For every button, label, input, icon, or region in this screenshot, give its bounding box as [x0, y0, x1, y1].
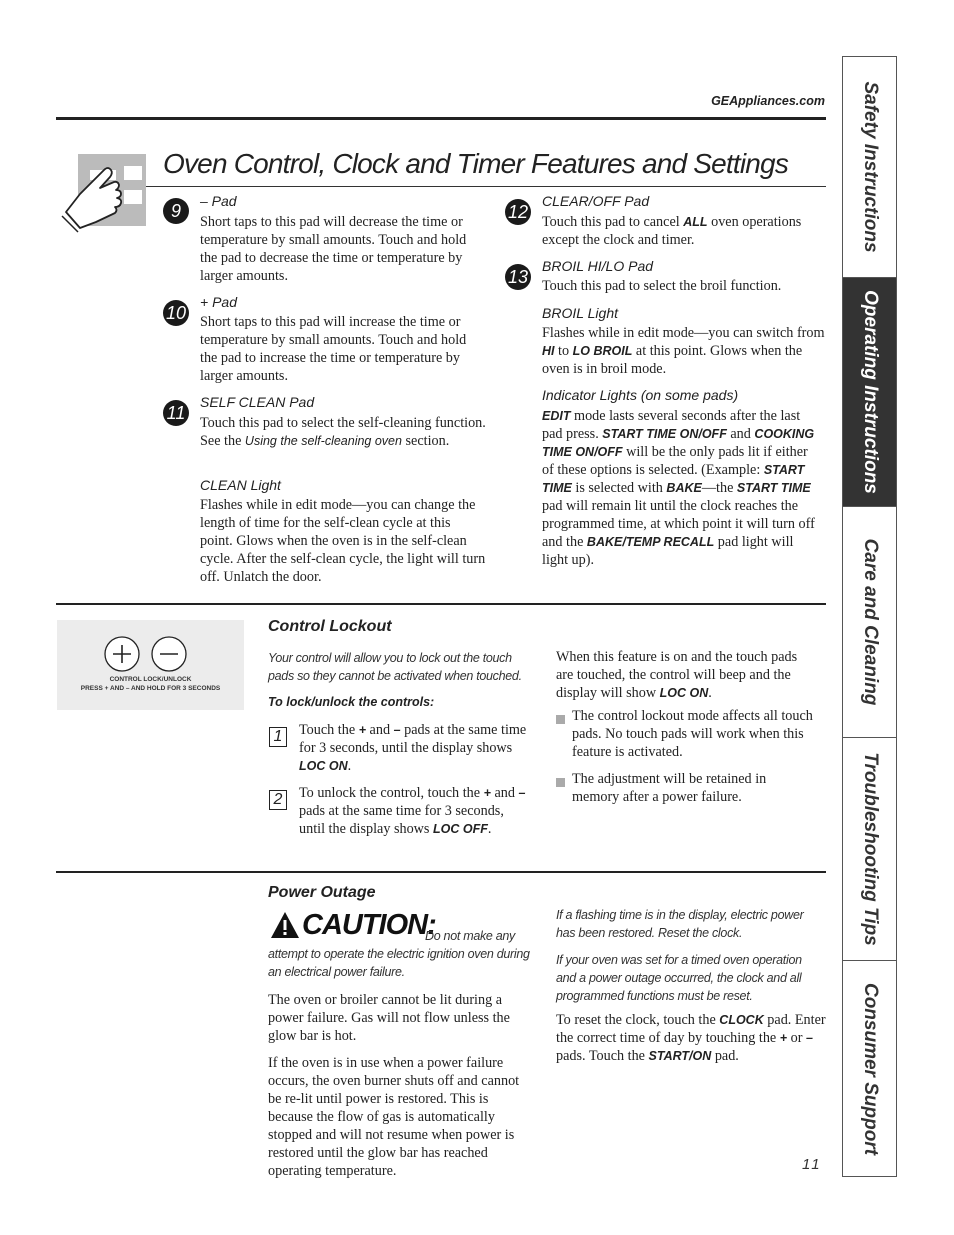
power-note-1: If a flashing time is in the display, electric power has been restored. Reset the clock.	[556, 908, 804, 940]
control-panel-illustration	[57, 620, 244, 710]
minus-pad-icon	[151, 636, 187, 672]
broil-pad-heading: BROIL HI/LO Pad	[542, 258, 654, 274]
step-2-text: To unlock the control, touch the + and – pads at the same time for 3 seconds, until the display shows LOC OFF.	[299, 785, 526, 837]
tab-troubleshooting-tips[interactable]: Troubleshooting Tips	[859, 752, 881, 946]
plus-pad-icon	[104, 636, 140, 672]
lockout-bullet-2: The adjustment will be retained in memory after a power failure.	[556, 770, 816, 806]
pad-number-12: 12	[505, 199, 531, 225]
lockout-subhead: To lock/unlock the controls:	[268, 695, 435, 709]
step-1-text: Touch the + and – pads at the same time for 3 seconds, until the display shows LOC ON.	[299, 722, 527, 774]
pad-number-10: 10	[163, 300, 189, 326]
site-url[interactable]: GEAppliances.com	[711, 94, 825, 108]
hand-pointer-icon	[60, 150, 150, 234]
minus-pad-text: Short taps to this pad will decrease the time or temperature by small amounts. Touch and hold the pad to decrease the time or temperature by larger amounts.	[200, 214, 467, 284]
self-clean-pad-text: Touch this pad to select the self-cleaning function. See the Using the self-cleaning oven section.	[200, 415, 486, 449]
page-number: 11	[802, 1156, 822, 1173]
pad-number-13: 13	[505, 264, 531, 290]
clear-off-pad-text: Touch this pad to cancel ALL oven operations except the clock and timer.	[542, 214, 802, 248]
step-2-box: 2	[269, 790, 287, 810]
control-lockout-heading: Control Lockout	[268, 618, 392, 635]
indicator-lights-heading: Indicator Lights (on some pads)	[542, 387, 739, 403]
section-rule-2	[56, 871, 826, 873]
pad-number-11: 11	[163, 400, 189, 426]
lockout-intro: Your control will allow you to lock out the touch pads so they cannot be activated when touched.	[268, 651, 522, 683]
tab-care-and-cleaning[interactable]: Care and Cleaning	[859, 538, 881, 706]
panel-label-line1: CONTROL LOCK/UNLOCK	[109, 676, 192, 683]
minus-pad-heading: – Pad	[200, 193, 237, 209]
panel-label-line2: PRESS + AND – AND HOLD FOR 3 SECONDS	[80, 685, 221, 692]
power-outage-heading: Power Outage	[268, 884, 376, 901]
broil-light-text: Flashes while in edit mode—you can switch from HI to LO BROIL at this point. Glows when the oven is in broil mode.	[542, 325, 825, 377]
section-rule-1	[56, 603, 826, 605]
clean-light-text: Flashes while in edit mode—you can change the length of time for the self-clean cycle at this point. Glows when the oven is in the self-clean cycle. After the self-clean cycle, the light will turn off. Unlatch the door.	[200, 497, 486, 585]
tab-safety-instructions[interactable]: Safety Instructions	[859, 81, 881, 253]
pad-number-9: 9	[163, 198, 189, 224]
page-title: Oven Control, Clock and Timer Features and Settings	[163, 148, 789, 179]
clear-off-pad-heading: CLEAR/OFF Pad	[542, 193, 650, 209]
lockout-right-text: When this feature is on and the touch pads are touched, the control will beep and the display will show LOC ON.	[556, 649, 798, 701]
self-clean-pad-heading: SELF CLEAN Pad	[200, 394, 315, 410]
power-paragraph-2: If the oven is in use when a power failure occurs, the oven burner shuts off and cannot be re-lit until power is restored. This is because the flow of gas is automatically stopped and will not resume when power is restored until the glow bar has reached operating temperature.	[268, 1055, 520, 1179]
plus-pad-text: Short taps to this pad will increase the time or temperature by small amounts. Touch and hold the pad to increase the time or temperature by larger amounts.	[200, 314, 467, 384]
title-rule	[146, 186, 826, 187]
step-1-box: 1	[269, 727, 287, 747]
bullet-square-icon	[556, 778, 565, 787]
header-rule	[56, 117, 826, 120]
caution-text: Do not make any attempt to operate the electric ignition oven during an electrical power failure.	[268, 929, 530, 979]
caution-word: CAUTION:	[302, 909, 436, 941]
clean-light-heading: CLEAN Light	[200, 477, 281, 493]
broil-light-heading: BROIL Light	[542, 305, 619, 321]
broil-pad-text: Touch this pad to select the broil function.	[542, 278, 782, 294]
power-paragraph-1: The oven or broiler cannot be lit during a power failure. Gas will not flow unless the glow bar is hot.	[268, 992, 510, 1044]
bullet-square-icon	[556, 715, 565, 724]
lockout-bullet-1: The control lockout mode affects all touch pads. No touch pads will work when this feature is activated.	[556, 707, 816, 761]
side-tab-strip	[842, 56, 897, 1177]
tab-operating-instructions[interactable]: Operating Instructions	[843, 278, 896, 506]
reset-clock-text: To reset the clock, touch the CLOCK pad. Enter the correct time of day by touching the + or – pads. Touch the START/ON pad.	[556, 1012, 826, 1064]
indicator-lights-text: EDIT mode lasts several seconds after the last pad press. START TIME ON/OFF and COOKING TIME ON/OFF will be the only pads lit if either of these options is selected. (Example: START TIME is selected with BAKE—the START TIME pad will remain lit until the clock reaches the programmed time, at which point it will turn off and the BAKE/TEMP RECALL pad light will light up).	[542, 408, 815, 568]
tab-consumer-support[interactable]: Consumer Support	[859, 982, 881, 1155]
plus-pad-heading: + Pad	[200, 294, 237, 310]
power-note-2: If your oven was set for a timed oven operation and a power outage occurred, the clock and all programmed functions must be reset.	[556, 953, 802, 1003]
